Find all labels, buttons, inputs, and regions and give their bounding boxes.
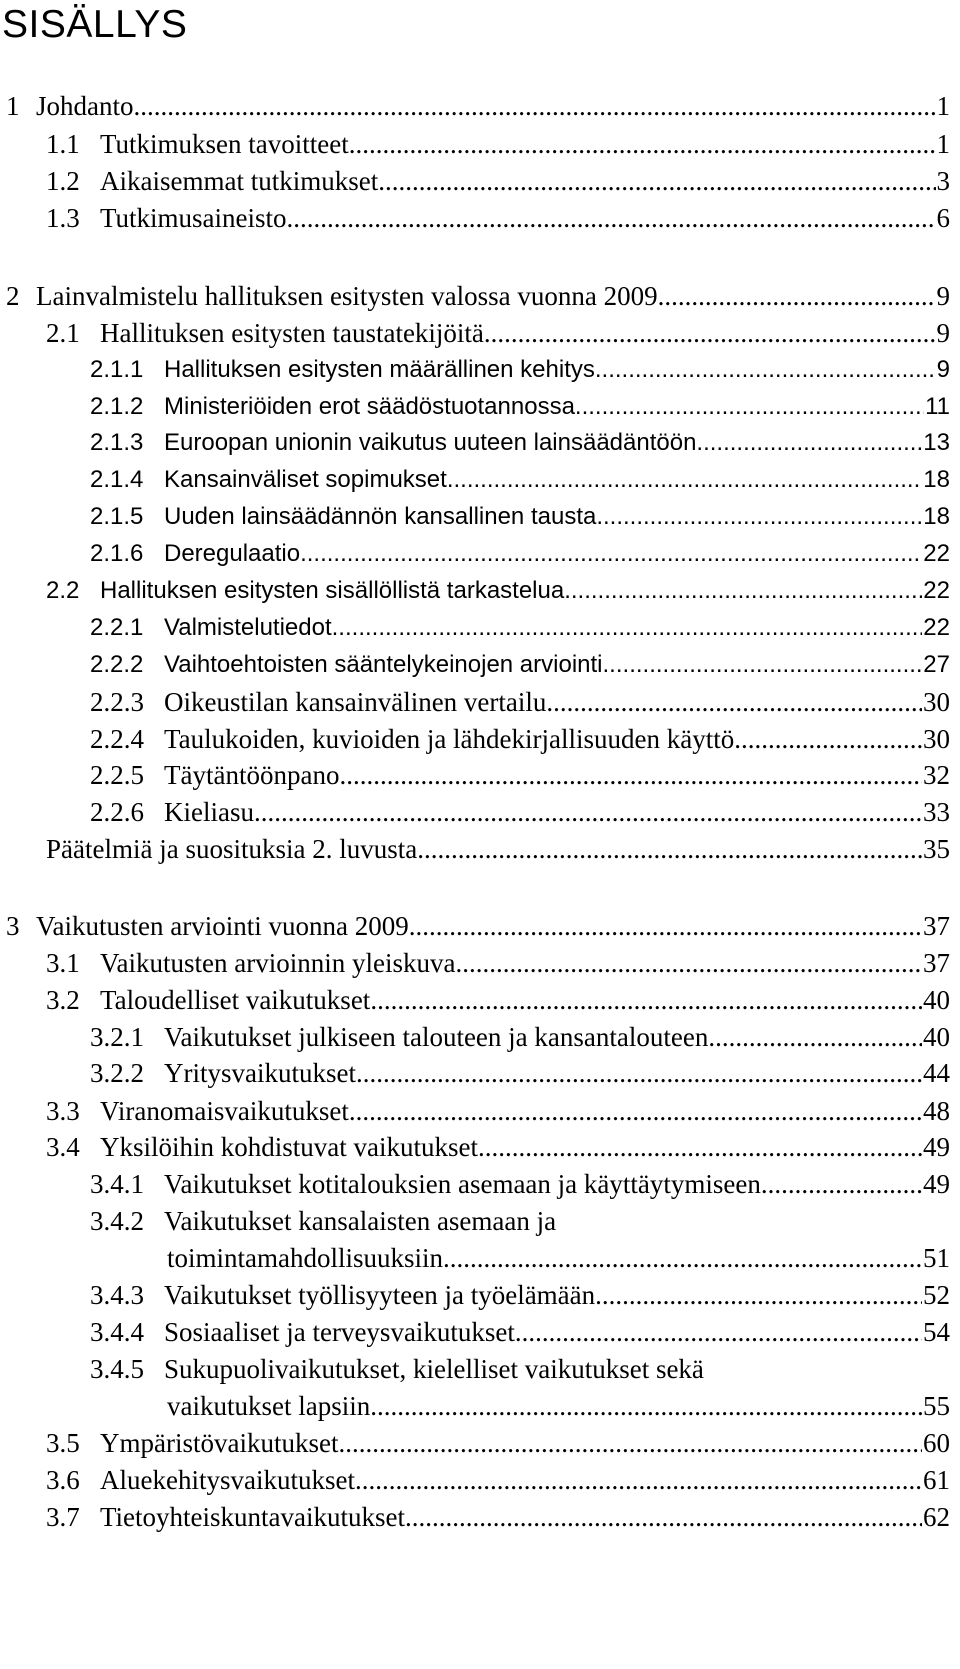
toc-entry-2-1[interactable] <box>46 313 950 353</box>
toc-entry-page: 30 <box>923 687 950 717</box>
toc-entry-number: 2.2.4 <box>90 724 144 754</box>
dot-leader <box>575 387 924 427</box>
toc-entry-1[interactable] <box>6 86 950 126</box>
toc-entry-title: Tietoyhteiskuntavaikutukset <box>100 1502 405 1532</box>
toc-entry-3-6[interactable] <box>46 1460 950 1500</box>
toc-entry-2-1-1[interactable] <box>90 350 950 390</box>
toc-entry-2-1-2[interactable] <box>90 387 950 427</box>
toc-entry-title: Kieliasu <box>164 797 254 827</box>
toc-entry-title: Tutkimusaineisto <box>100 203 287 233</box>
dot-leader <box>596 497 922 537</box>
toc-entry-page: 22 <box>923 540 950 567</box>
toc-entry-page: 62 <box>923 1502 950 1532</box>
toc-entry-title: Johdanto <box>36 91 134 121</box>
toc-entry-3-3[interactable] <box>46 1091 950 1131</box>
toc-entry-number: 2.2 <box>46 577 80 604</box>
toc-entry-title: Vaikutukset kotitalouksien asemaan ja käyttäytymiseen <box>164 1169 761 1199</box>
toc-entry-number: 3.4.2 <box>90 1206 144 1236</box>
toc-entry-number: 1.2 <box>46 166 80 196</box>
toc-entry-number: 3.4.3 <box>90 1280 144 1310</box>
toc-entry-page: 37 <box>923 948 950 978</box>
toc-entry-3-4-1[interactable] <box>90 1164 950 1204</box>
dot-leader <box>564 571 922 611</box>
toc-entry-3-2[interactable] <box>46 980 950 1020</box>
toc-entry-page: 35 <box>923 834 950 864</box>
toc-entry-number: 3.2.2 <box>90 1058 144 1088</box>
toc-entry-number: 2.2.3 <box>90 687 144 717</box>
toc-entry-2-2-5[interactable] <box>90 755 950 795</box>
toc-entry-page: 49 <box>923 1169 950 1199</box>
toc-entry-title: Taulukoiden, kuvioiden ja lähdekirjallisuuden käyttö <box>164 724 735 754</box>
toc-entry-page: 18 <box>923 466 950 493</box>
toc-entry-page: 40 <box>923 1022 950 1052</box>
toc-entry-page: 55 <box>923 1391 950 1421</box>
toc-entry-page: 51 <box>923 1243 950 1273</box>
dot-leader <box>443 1238 922 1278</box>
toc-entry-3-4-5[interactable] <box>90 1349 950 1389</box>
dot-leader <box>356 1053 922 1093</box>
toc-entry-title: Päätelmiä ja suosituksia 2. luvusta <box>46 834 418 864</box>
dot-leader <box>370 1386 922 1426</box>
dot-leader <box>708 1017 922 1057</box>
toc-entry-number: 1 <box>6 91 20 121</box>
toc-entry-number: 2 <box>6 281 20 311</box>
toc-entry-3-4-4[interactable] <box>90 1312 950 1352</box>
dot-leader <box>254 792 922 832</box>
toc-entry-title: Sukupuolivaikutukset, kielelliset vaikutukset sekä <box>164 1354 704 1384</box>
toc-entry-number: 2.1.4 <box>90 466 144 493</box>
dot-leader <box>455 943 922 983</box>
toc-entry-page: 33 <box>923 797 950 827</box>
toc-entry-number: 1.3 <box>46 203 80 233</box>
toc-entry-title: Ministeriöiden erot säädöstuotannossa <box>164 393 575 420</box>
toc-entry-number: 2.1.3 <box>90 429 144 456</box>
toc-entry-2-2-1[interactable] <box>90 608 950 648</box>
toc-entry-title: Vaikutukset julkiseen talouteen ja kansantalouteen <box>164 1022 709 1052</box>
dot-leader <box>603 645 923 685</box>
dot-leader <box>595 1275 922 1315</box>
dot-leader <box>409 906 922 946</box>
dot-leader <box>417 829 922 869</box>
toc-entry-2-2-4[interactable] <box>90 719 950 759</box>
toc-entry-3-7[interactable] <box>46 1497 950 1537</box>
toc-entry-page: 40 <box>923 985 950 1015</box>
toc-entry-title: Vaikutukset työllisyyteen ja työelämään <box>164 1280 596 1310</box>
dot-leader <box>761 1164 922 1204</box>
toc-entry-page: 37 <box>923 911 950 941</box>
toc-entry-2-2[interactable] <box>46 571 950 611</box>
dot-leader <box>300 534 922 574</box>
toc-entry-title: Hallituksen esitysten taustatekijöitä <box>100 318 484 348</box>
toc-entry-page: 9 <box>936 356 950 383</box>
toc-entry-title: Deregulaatio <box>164 540 301 567</box>
toc-entry-number: 3.4 <box>46 1132 80 1162</box>
toc-entry-page: 11 <box>925 393 950 420</box>
toc-entry-number: 2.1.6 <box>90 540 144 567</box>
dot-leader <box>370 980 922 1020</box>
dot-leader <box>484 313 936 353</box>
toc-entry-page: 30 <box>923 724 950 754</box>
dot-leader <box>734 719 922 759</box>
toc-entry-3[interactable] <box>6 906 950 946</box>
toc-entry-title: Tutkimuksen tavoitteet <box>100 129 349 159</box>
toc-entry-number: 3.4.5 <box>90 1354 144 1384</box>
toc-entry-chapter-2-conclusions[interactable] <box>46 829 950 869</box>
toc-entry-page: 22 <box>923 577 950 604</box>
toc-heading: SISÄLLYS <box>2 3 188 46</box>
toc-entry-2-1-4[interactable] <box>90 460 950 500</box>
toc-entry-2-2-6[interactable] <box>90 792 950 832</box>
toc-entry-number: 2.2.5 <box>90 760 144 790</box>
dot-leader <box>287 198 936 238</box>
toc-entry-3-5[interactable] <box>46 1423 950 1463</box>
toc-entry-page: 52 <box>923 1280 950 1310</box>
toc-entry-number: 3.6 <box>46 1465 80 1495</box>
dot-leader <box>595 350 936 390</box>
dot-leader <box>338 1423 922 1463</box>
toc-entry-1-2[interactable] <box>46 161 950 201</box>
toc-entry-page: 9 <box>936 318 950 348</box>
toc-entry-3-4[interactable] <box>46 1127 950 1167</box>
toc-entry-3-1[interactable] <box>46 943 950 983</box>
toc-entry-title: Aluekehitysvaikutukset <box>100 1465 355 1495</box>
toc-entry-2-2-2[interactable] <box>90 645 950 685</box>
toc-entry-title: Ympäristövaikutukset <box>100 1428 339 1458</box>
dot-leader <box>332 608 923 648</box>
toc-entry-number: 3.1 <box>46 948 80 978</box>
dot-leader <box>447 460 922 500</box>
toc-entry-title: Uuden lainsäädännön kansallinen tausta <box>164 503 597 530</box>
toc-entry-title: Yritysvaikutukset <box>164 1058 356 1088</box>
toc-entry-title-continued: toimintamahdollisuuksiin <box>167 1243 443 1273</box>
toc-entry-title: Vaihtoehtoisten sääntelykeinojen arviointi <box>164 651 603 678</box>
toc-entry-title: Yksilöihin kohdistuvat vaikutukset <box>100 1132 478 1162</box>
toc-entry-page: 48 <box>923 1096 950 1126</box>
dot-leader <box>478 1127 922 1167</box>
toc-entry-title: Valmistelutiedot <box>164 614 332 641</box>
dot-leader <box>515 1312 922 1352</box>
toc-entry-page: 32 <box>923 760 950 790</box>
toc-entry-page: 9 <box>936 281 950 311</box>
toc-entry-number: 2.1.1 <box>90 356 144 383</box>
toc-entry-2-1-3[interactable] <box>90 423 950 463</box>
toc-entry-3-2-2[interactable] <box>90 1053 950 1093</box>
toc-entry-number: 2.1 <box>46 318 80 348</box>
toc-entry-1-3[interactable] <box>46 198 950 238</box>
toc-entry-2-2-3[interactable] <box>90 682 950 722</box>
toc-entry-3-4-5-continued[interactable] <box>167 1386 950 1426</box>
toc-entry-page: 54 <box>923 1317 950 1347</box>
toc-entry-page: 1 <box>936 129 950 159</box>
dot-leader <box>658 276 936 316</box>
toc-entry-number: 3.2.1 <box>90 1022 144 1052</box>
toc-entry-page: 18 <box>923 503 950 530</box>
toc-entry-2-1-5[interactable] <box>90 497 950 537</box>
toc-entry-3-4-3[interactable] <box>90 1275 950 1315</box>
dot-leader <box>405 1497 922 1537</box>
toc-entry-page: 27 <box>923 651 950 678</box>
dot-leader <box>378 161 935 201</box>
toc-entry-page: 49 <box>923 1132 950 1162</box>
toc-entry-title: Vaikutukset kansalaisten asemaan ja <box>164 1206 557 1236</box>
toc-entry-page: 22 <box>923 614 950 641</box>
dot-leader <box>339 755 922 795</box>
toc-entry-number: 2.2.6 <box>90 797 144 827</box>
dot-leader <box>134 86 936 126</box>
toc-entry-title: Hallituksen esitysten määrällinen kehitys <box>164 356 595 383</box>
dot-leader <box>355 1460 922 1500</box>
dot-leader <box>349 1091 922 1131</box>
toc-entry-3-2-1[interactable] <box>90 1017 950 1057</box>
dot-leader <box>349 124 936 164</box>
toc-entry-title: Täytäntöönpano <box>164 760 340 790</box>
toc-entry-title: Oikeustilan kansainvälinen vertailu <box>164 687 547 717</box>
toc-entry-number: 2.1.5 <box>90 503 144 530</box>
toc-entry-number: 3.4.1 <box>90 1169 144 1199</box>
toc-entry-number: 3.4.4 <box>90 1317 144 1347</box>
dot-leader <box>546 682 922 722</box>
toc-entry-3-4-2-continued[interactable] <box>167 1238 950 1278</box>
toc-entry-number: 3.5 <box>46 1428 80 1458</box>
toc-entry-page: 60 <box>923 1428 950 1458</box>
toc-entry-title: Kansainväliset sopimukset <box>164 466 447 493</box>
toc-entry-1-1[interactable] <box>46 124 950 164</box>
toc-entry-number: 3.3 <box>46 1096 80 1126</box>
toc-entry-number: 2.2.1 <box>90 614 144 641</box>
toc-entry-title: Taloudelliset vaikutukset <box>100 985 371 1015</box>
toc-entry-number: 2.2.2 <box>90 651 144 678</box>
toc-entry-title: Hallituksen esitysten sisällöllistä tarkastelua <box>100 577 565 604</box>
toc-entry-title-continued: vaikutukset lapsiin <box>167 1391 371 1421</box>
toc-entry-title: Lainvalmistelu hallituksen esitysten valossa vuonna 2009 <box>36 281 658 311</box>
toc-entry-title: Euroopan unionin vaikutus uuteen lainsäädäntöön <box>164 429 697 456</box>
toc-entry-page: 6 <box>936 203 950 233</box>
toc-entry-title: Viranomaisvaikutukset <box>100 1096 349 1126</box>
toc-entry-title: Vaikutusten arviointi vuonna 2009 <box>36 911 409 941</box>
toc-entry-2-1-6[interactable] <box>90 534 950 574</box>
toc-entry-page: 61 <box>923 1465 950 1495</box>
toc-entry-page: 44 <box>923 1058 950 1088</box>
toc-entry-page: 13 <box>923 429 950 456</box>
toc-entry-number: 1.1 <box>46 129 80 159</box>
toc-entry-number: 3.7 <box>46 1502 80 1532</box>
toc-entry-number: 2.1.2 <box>90 393 144 420</box>
toc-entry-2[interactable] <box>6 276 950 316</box>
toc-entry-3-4-2[interactable] <box>90 1201 950 1241</box>
toc-entry-number: 3 <box>6 911 20 941</box>
toc-entry-number: 3.2 <box>46 985 80 1015</box>
toc-entry-title: Aikaisemmat tutkimukset <box>100 166 379 196</box>
toc-entry-page: 3 <box>936 166 950 196</box>
dot-leader <box>696 423 922 463</box>
toc-entry-title: Vaikutusten arvioinnin yleiskuva <box>100 948 456 978</box>
toc-entry-page: 1 <box>936 91 950 121</box>
toc-entry-title: Sosiaaliset ja terveysvaikutukset <box>164 1317 515 1347</box>
